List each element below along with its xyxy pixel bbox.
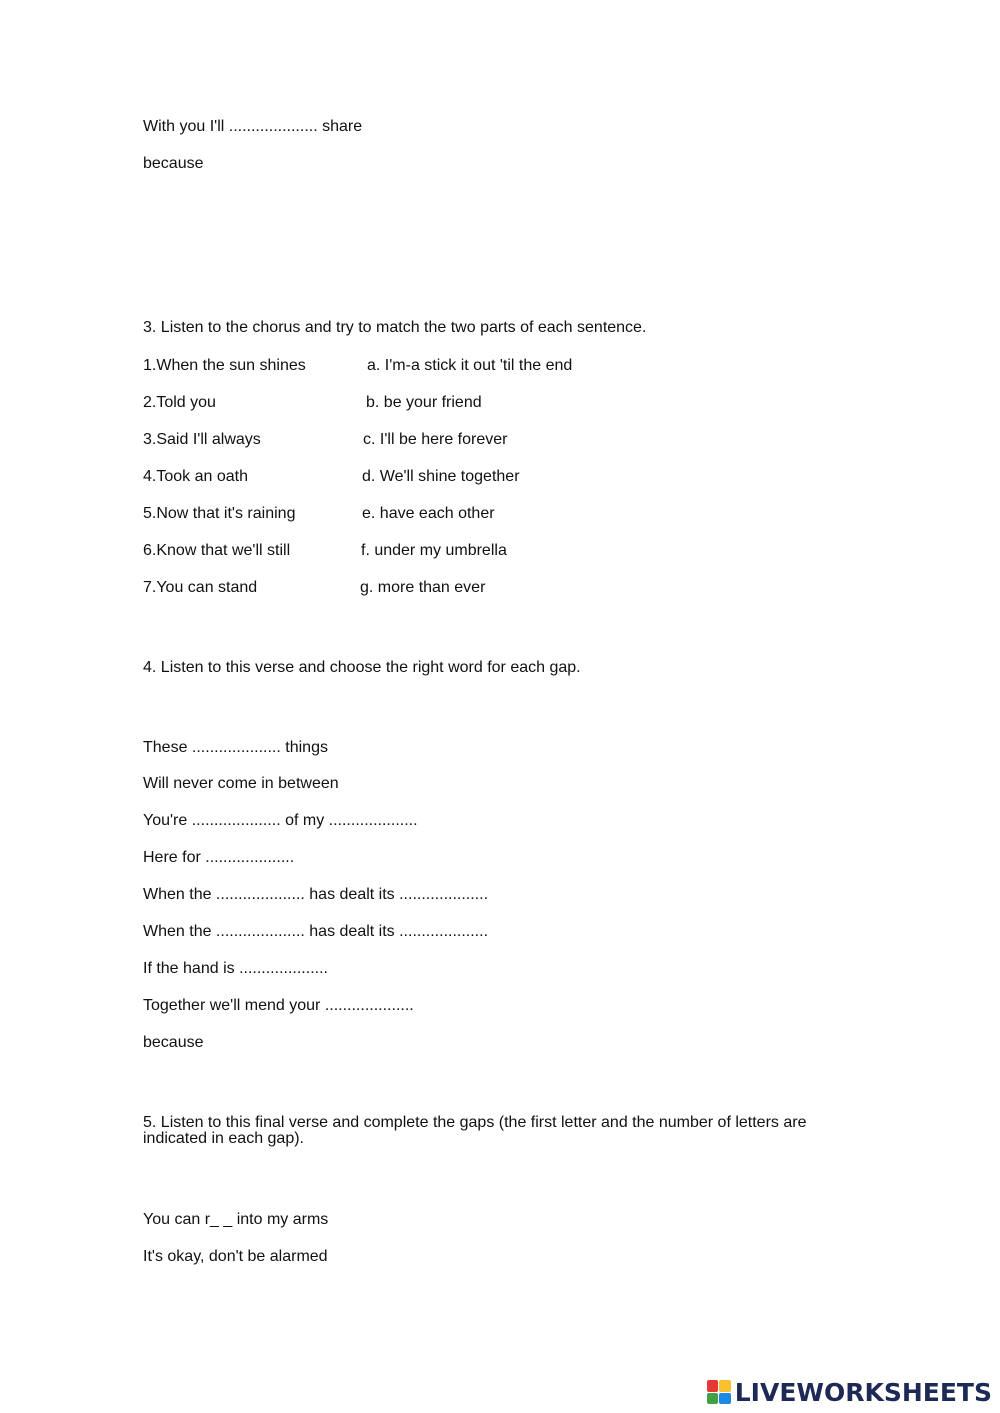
- liveworksheets-logo: [707, 1379, 992, 1405]
- section3-title: 3. Listen to the chorus and try to match the two parts of each sentence.: [143, 319, 647, 336]
- match-right-item: g. more than ever: [360, 579, 486, 596]
- lyric-line: You're .................... of my ....................: [143, 812, 418, 829]
- match-left-item: 5.Now that it's raining: [143, 505, 296, 522]
- lyric-line: When the .................... has dealt its ....................: [143, 923, 489, 940]
- match-left-item: 7.You can stand: [143, 579, 258, 596]
- match-left-item: 3.Said I'll always: [143, 431, 261, 448]
- match-right-item: d. We'll shine together: [362, 468, 520, 485]
- match-right-item: f. under my umbrella: [361, 542, 507, 559]
- lyric-line: Will never come in between: [143, 775, 339, 792]
- match-right-item: c. I'll be here forever: [363, 431, 508, 448]
- section4-title: 4. Listen to this verse and choose the right word for each gap.: [143, 659, 581, 676]
- lyric-line: With you I'll .................... share: [143, 118, 363, 135]
- lyric-line: These .................... things: [143, 739, 328, 756]
- lyric-line: It's okay, don't be alarmed: [143, 1248, 328, 1265]
- match-right-item: a. I'm-a stick it out 'til the end: [367, 357, 573, 374]
- lyric-line: Here for ....................: [143, 849, 295, 866]
- match-right-item: e. have each other: [362, 505, 495, 522]
- brand-name: LIVEWORKSHEETS: [734, 1377, 992, 1407]
- match-right-item: b. be your friend: [366, 394, 482, 411]
- match-left-item: 1.When the sun shines: [143, 357, 306, 374]
- match-left-item: 4.Took an oath: [143, 468, 248, 485]
- lyric-line: When the .................... has dealt its ....................: [143, 886, 489, 903]
- lyric-line: because: [143, 1034, 204, 1051]
- lyric-line: Together we'll mend your ....................: [143, 997, 414, 1014]
- match-left-item: 6.Know that we'll still: [143, 542, 291, 559]
- liveworksheets-logo-icon: [707, 1380, 731, 1404]
- match-left-item: 2.Told you: [143, 394, 216, 411]
- lyric-line: because: [143, 155, 204, 172]
- lyric-line: If the hand is ....................: [143, 960, 328, 977]
- lyric-line: You can r_ _ into my arms: [143, 1211, 329, 1228]
- section5-title: 5. Listen to this final verse and complete the gaps (the first letter and the number of letters are indicated in each gap).: [143, 1114, 807, 1147]
